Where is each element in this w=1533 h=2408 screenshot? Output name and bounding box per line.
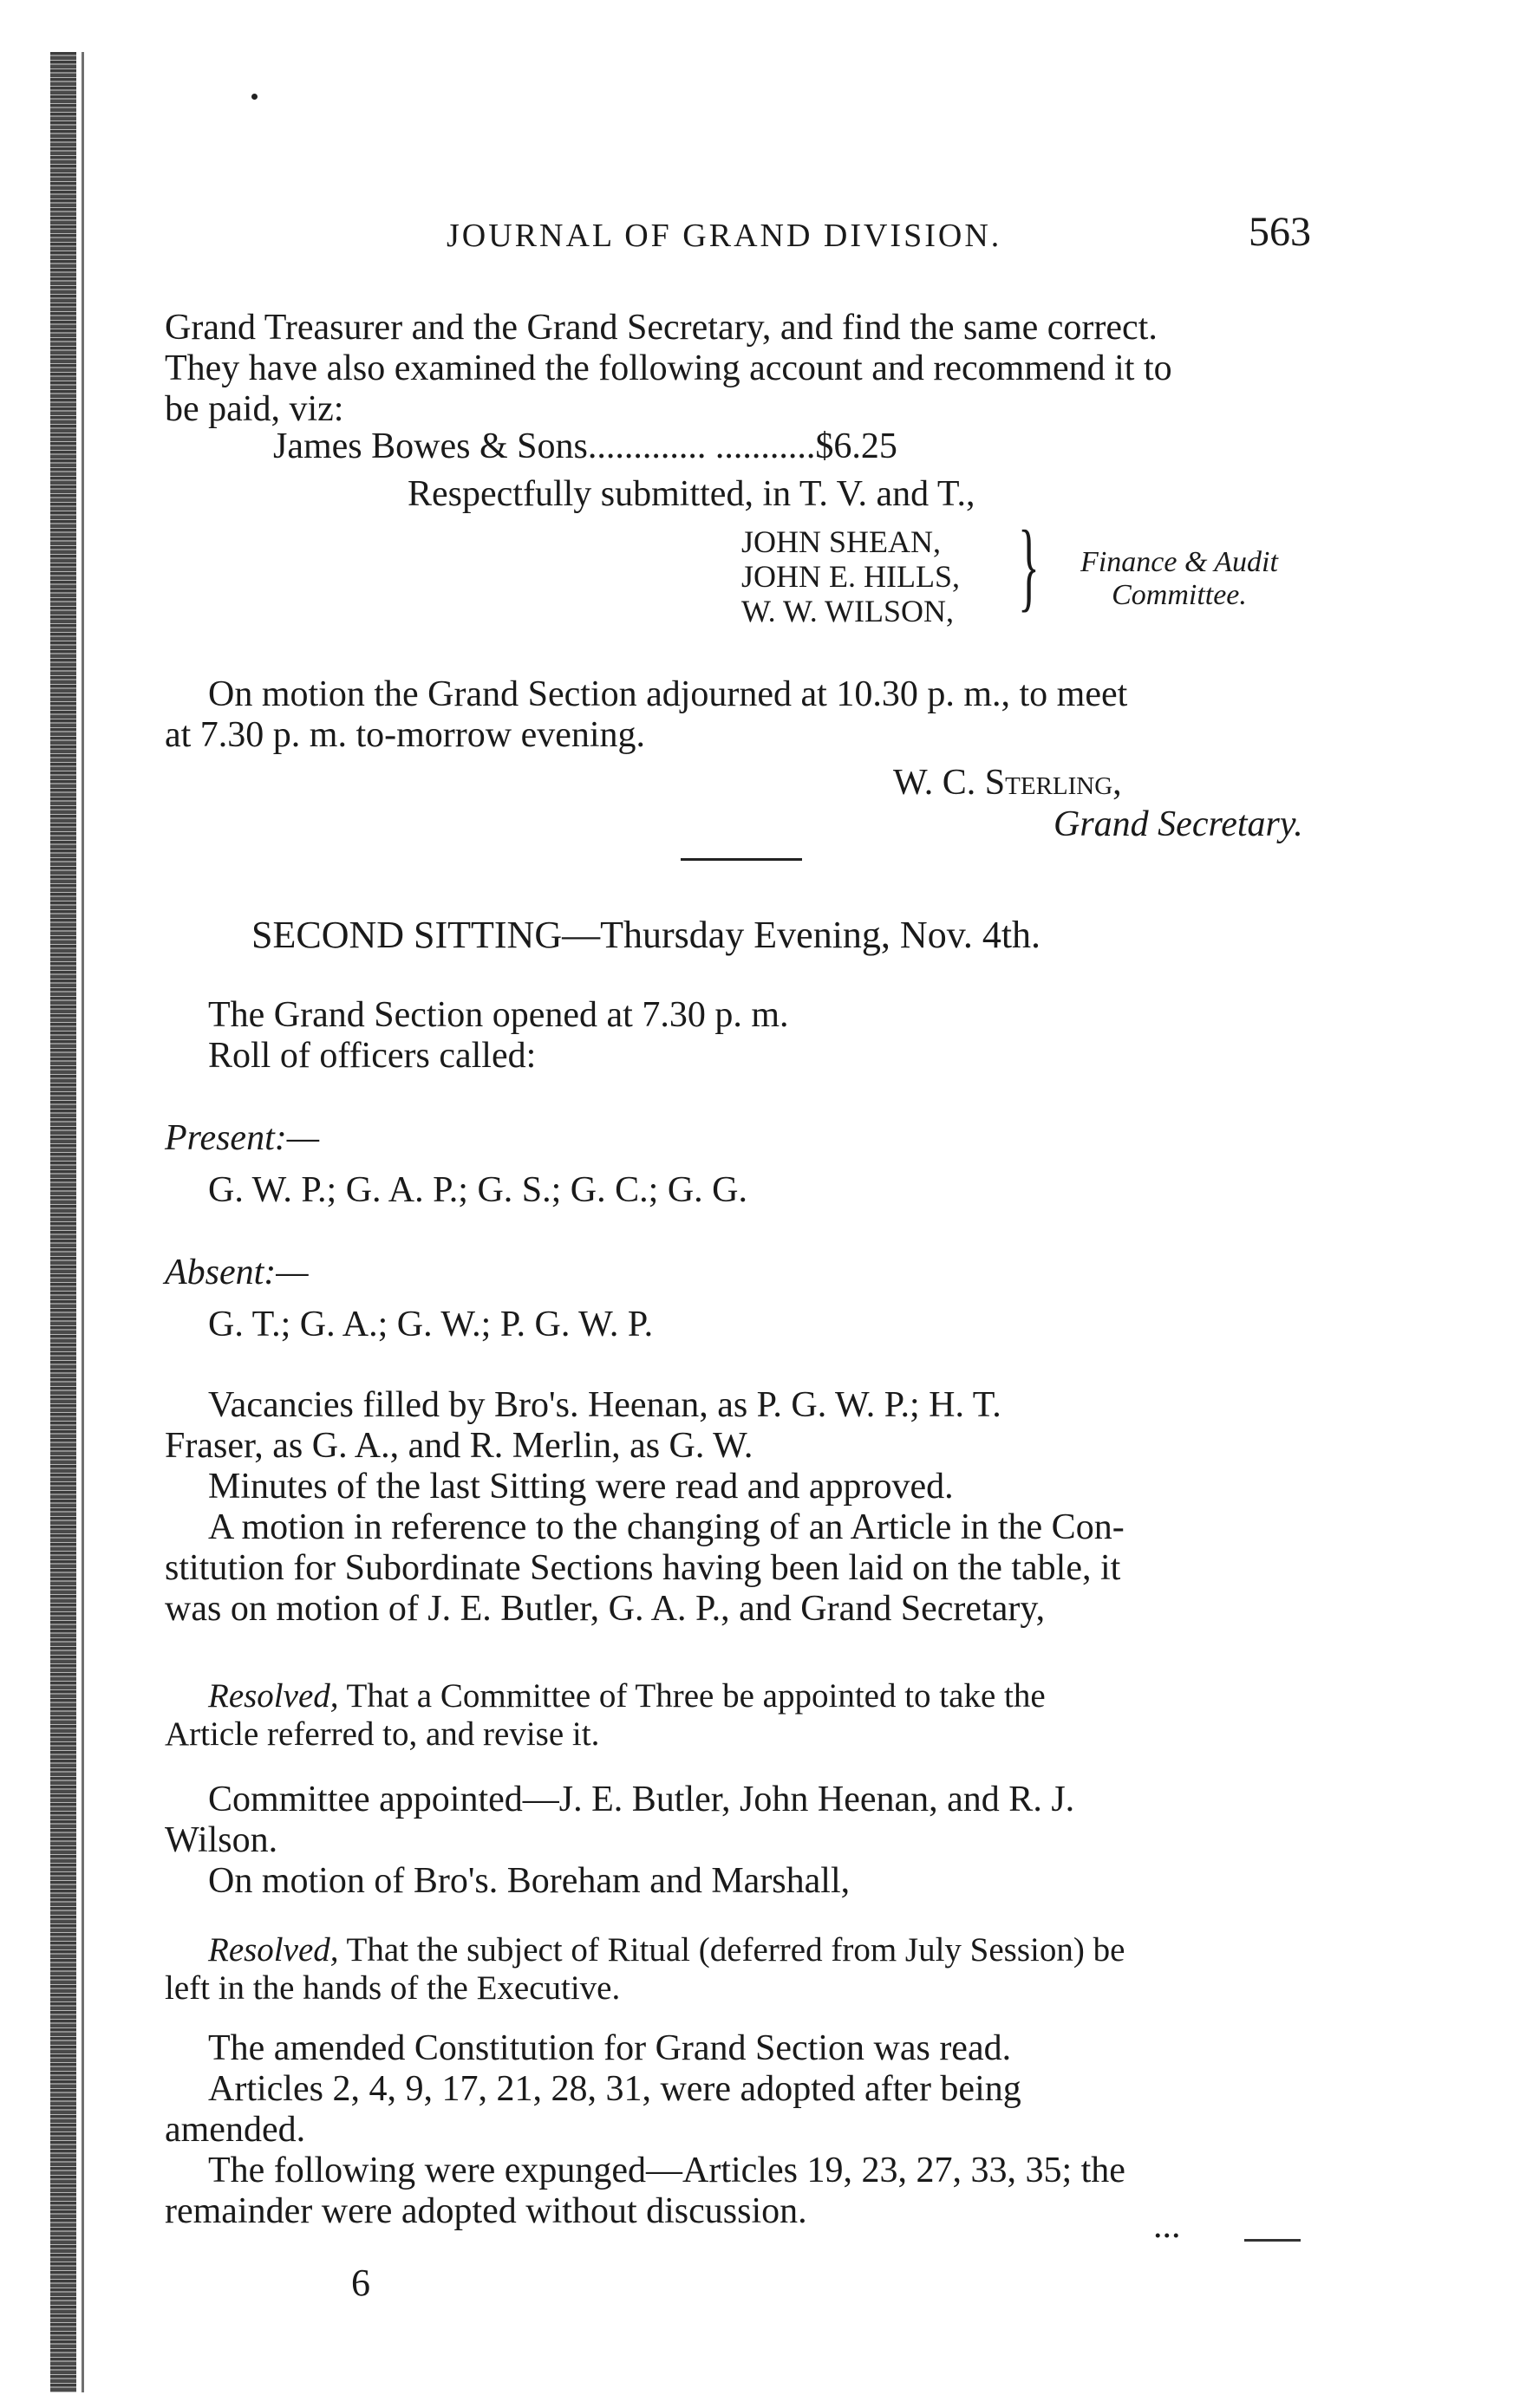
account-amount: $6.25: [815, 426, 897, 466]
motion2-line: On motion of Bro's. Boreham and Marshall,: [208, 1861, 851, 1901]
adjourn-paragraph: [165, 674, 1318, 756]
report-line: Grand Treasurer and the Grand Secretary, and find the same correct.: [165, 308, 1158, 348]
report-line: They have also examined the following account and recommend it to: [165, 348, 1172, 388]
resolution-line: [165, 1931, 1318, 1969]
running-header: JOURNAL OF GRAND DIVISION.: [447, 218, 1002, 254]
vacancies-line: Vacancies filled by Bro's. Heenan, as P. G. W. P.; H. T.: [208, 1385, 1001, 1425]
minutes-line: Minutes of the last Sitting were read and approved.: [208, 1467, 954, 1507]
resolution-1: [165, 1677, 1318, 1754]
book-binding-edge: [50, 52, 76, 2392]
resolution-text: That the subject of Ritual (deferred from July Session) be: [338, 1931, 1125, 1969]
absent-label: Absent:—: [165, 1253, 309, 1292]
account-name: James Bowes & Sons: [273, 426, 588, 466]
section-heading: SECOND SITTING—Thursday Evening, Nov. 4th.: [251, 914, 1041, 956]
vacancies-line: Fraser, as G. A., and R. Merlin, as G. W.: [165, 1426, 753, 1466]
present-list: G. W. P.; G. A. P.; G. S.; G. C.; G. G.: [208, 1170, 747, 1210]
signer-name: W. W. WILSON,: [741, 594, 955, 628]
binding-line: [82, 52, 84, 2392]
opened-line: The Grand Section opened at 7.30 p. m.: [208, 995, 789, 1035]
trailing-dots: ...: [1153, 2206, 1181, 2246]
absent-list: G. T.; G. A.; G. W.; P. G. W. P.: [208, 1305, 654, 1344]
signer-list: [741, 524, 960, 628]
page-number: 563: [1249, 209, 1311, 255]
adjourn-line: On motion the Grand Section adjourned at 10.30 p. m., to meet: [208, 674, 1128, 714]
motion-line: stitution for Subordinate Sections having been laid on the table, it: [165, 1548, 1121, 1588]
roll-line: Roll of officers called:: [208, 1036, 537, 1076]
committee-line: Committee appointed—J. E. Butler, John Heenan, and R. J.: [208, 1780, 1075, 1819]
report-paragraph: [165, 308, 1318, 430]
expunged-line: The following were expunged—Articles 19, 23, 27, 33, 35; the: [208, 2151, 1125, 2190]
committee-line: Committee.: [1112, 579, 1247, 611]
signer-name: JOHN E. HILLS,: [741, 559, 960, 594]
brace-glyph: }: [1018, 511, 1040, 621]
resolved-word: Resolved,: [208, 1677, 339, 1715]
resolution-line: Article referred to, and revise it.: [165, 1715, 600, 1753]
report-line: be paid, viz:: [165, 389, 344, 429]
present-label: Present:—: [165, 1118, 320, 1158]
resolution-text: That a Committee of Three be appointed to take the: [338, 1677, 1046, 1715]
signer-name: JOHN SHEAN,: [741, 524, 942, 559]
resolved-word: Resolved,: [208, 1931, 339, 1969]
committee-line: Finance & Audit: [1080, 546, 1278, 578]
adjourn-line: at 7.30 p. m. to-morrow evening.: [165, 715, 646, 755]
ink-speck: [251, 94, 258, 100]
constitution-paragraph: [165, 2028, 1318, 2232]
account-leader-dots: ............. ...........: [587, 426, 816, 466]
trailing-rule: [1244, 2239, 1301, 2242]
signature-mark: 6: [351, 2262, 370, 2304]
committee-paragraph: [165, 1780, 1318, 1902]
resolution-line: [165, 1677, 1318, 1715]
committee-name: [1040, 546, 1318, 612]
vacancies-paragraph: [165, 1385, 1318, 1630]
secretary-name: W. C. Sterling,: [893, 763, 1122, 803]
amended-line: The amended Constitution for Grand Section was read.: [208, 2028, 1012, 2068]
motion-line: A motion in reference to the changing of an Article in the Con-: [208, 1507, 1125, 1547]
committee-line: Wilson.: [165, 1820, 278, 1860]
articles-line: amended.: [165, 2110, 306, 2150]
articles-line: Articles 2, 4, 9, 17, 21, 28, 31, were adopted after being: [208, 2069, 1021, 2109]
account-line: [273, 426, 897, 467]
resolution-line: left in the hands of the Executive.: [165, 1969, 621, 2007]
motion-line: was on motion of J. E. Butler, G. A. P., and Grand Secretary,: [165, 1589, 1046, 1629]
resolution-2: [165, 1931, 1318, 2008]
report-closing: Respectfully submitted, in T. V. and T.,: [408, 474, 975, 514]
secretary-title: Grand Secretary.: [1054, 804, 1303, 844]
expunged-line: remainder were adopted without discussion.: [165, 2191, 807, 2231]
section-divider: [681, 858, 802, 861]
